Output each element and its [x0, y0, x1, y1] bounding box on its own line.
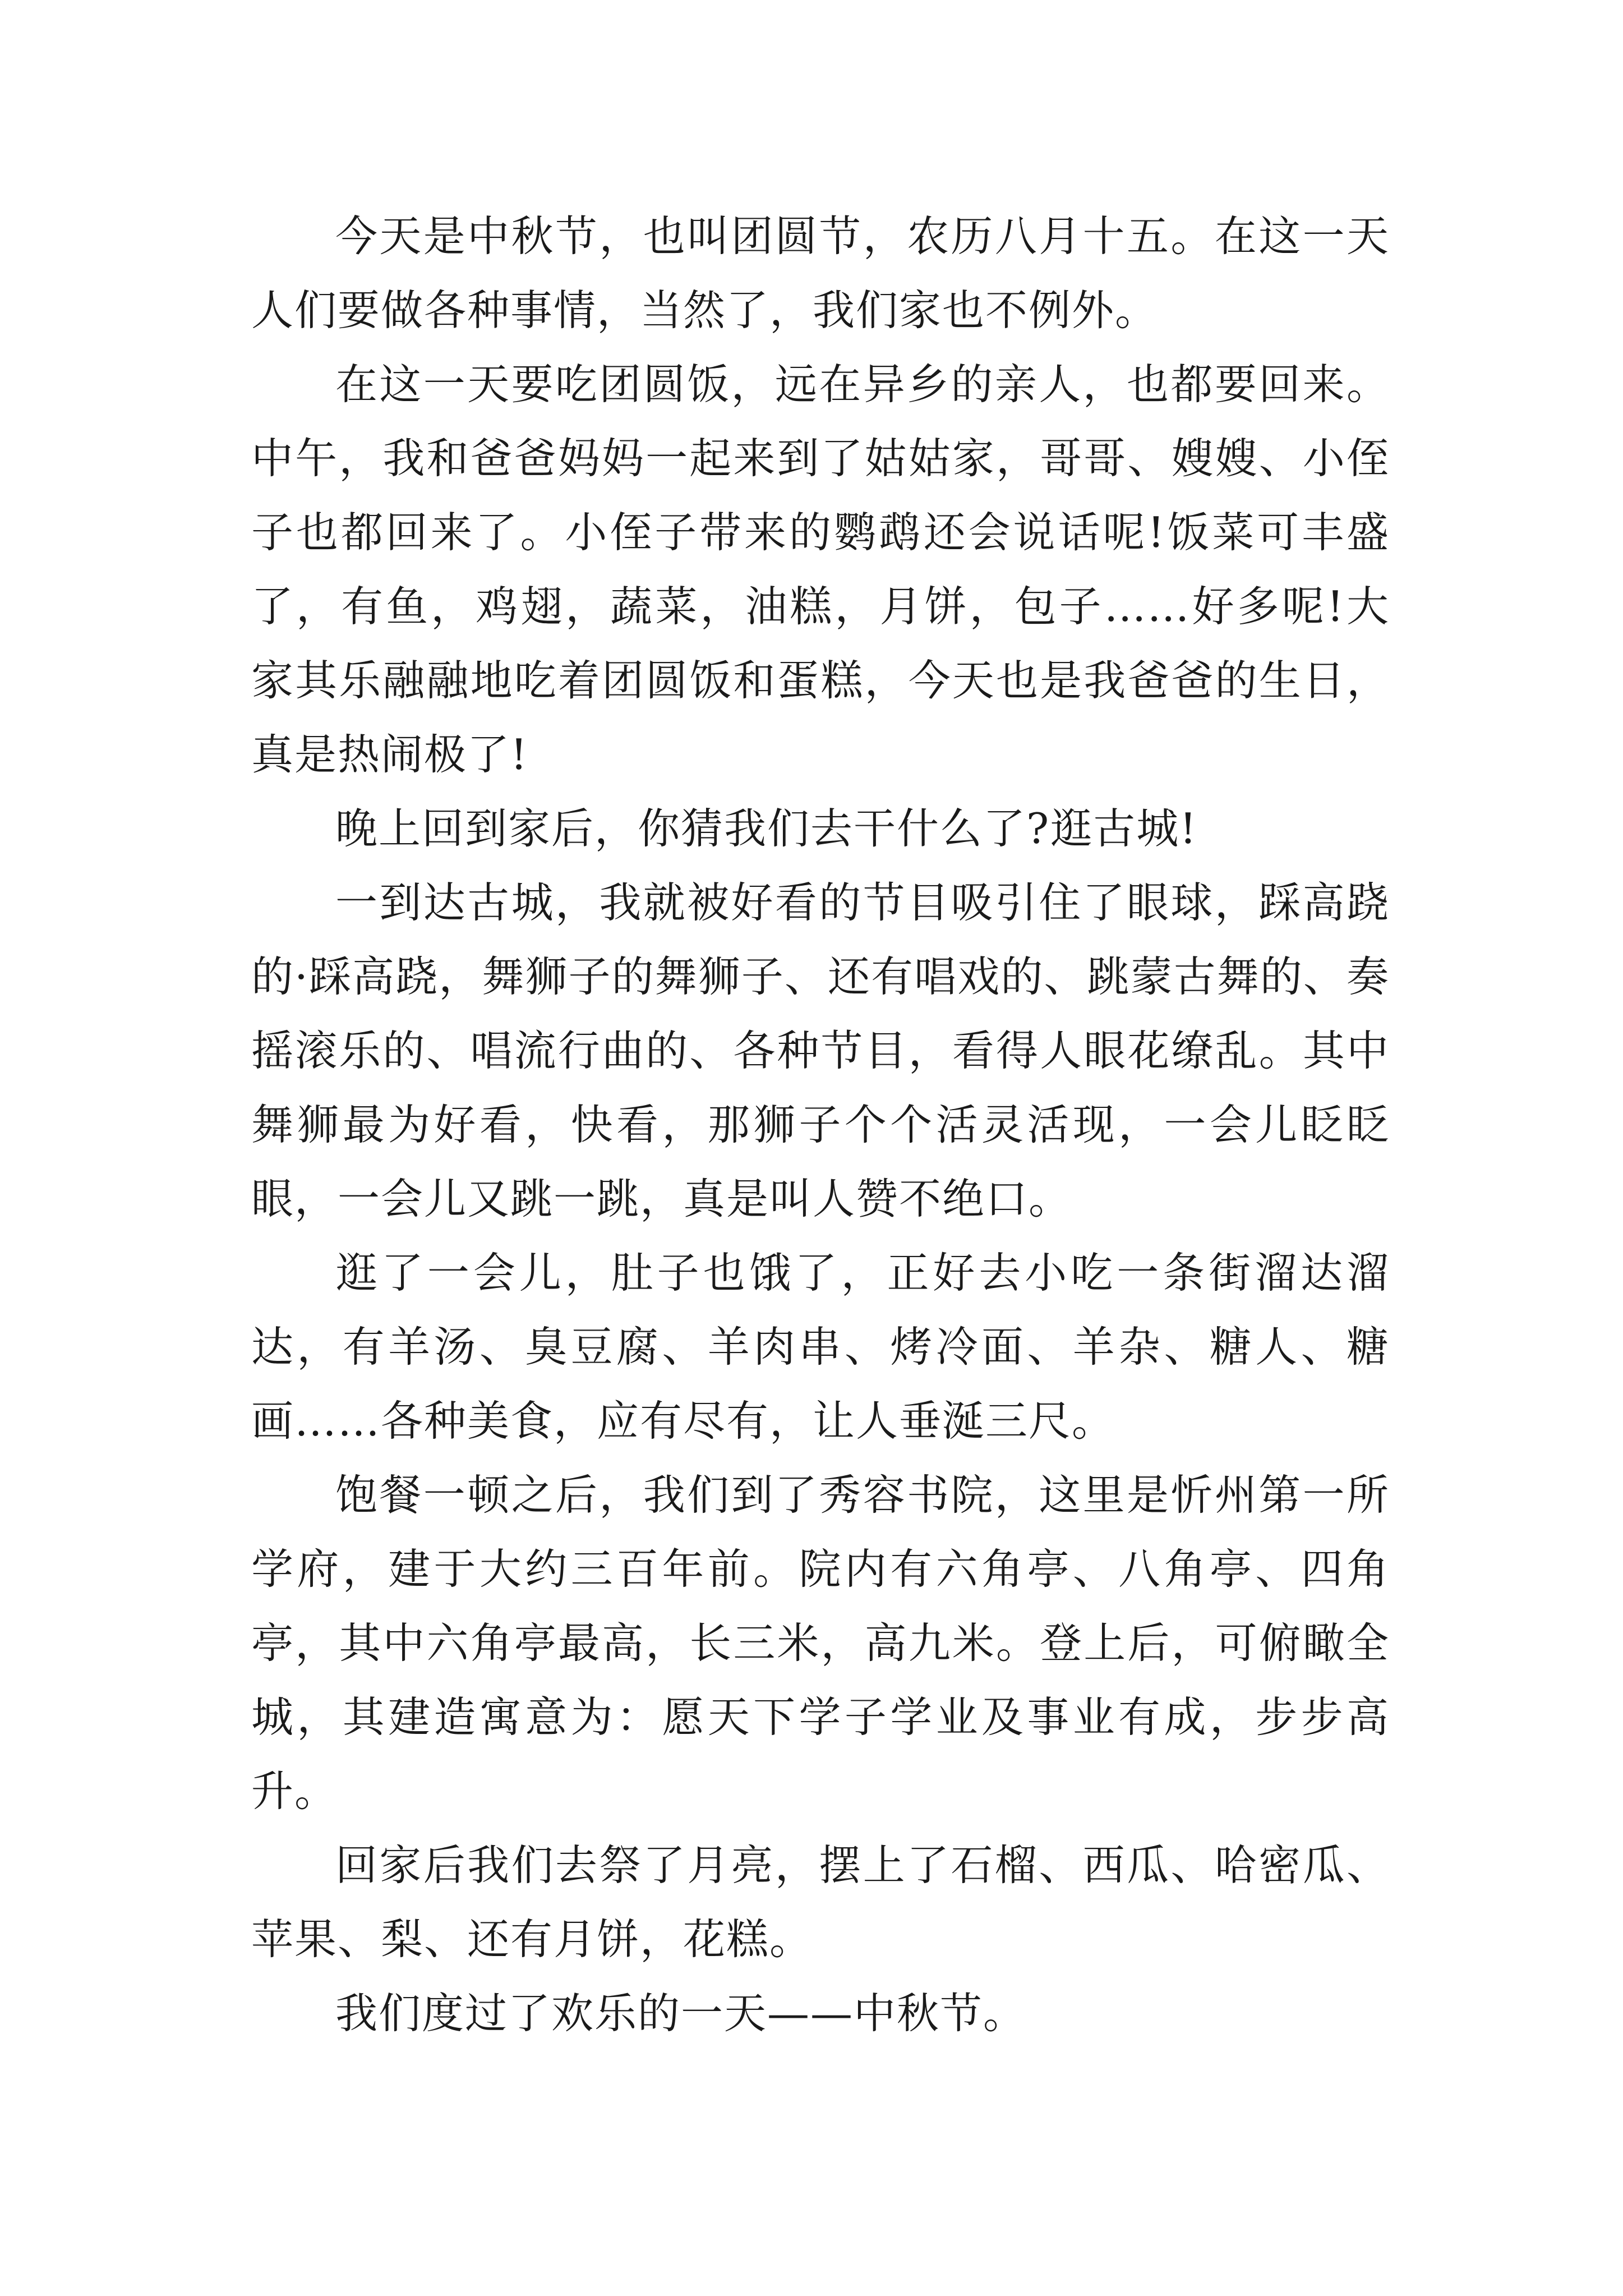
paragraph-6: 饱餐一顿之后，我们到了秀容书院，这里是忻州第一所学府，建于大约三百年前。院内有六角亭、八角亭、四角亭，其中六角亭最高，长三米，高九米。登上后，可俯瞰全城，其建造寓意为：愿天下学子学业及事业有成，步步高升。 [251, 1470, 1390, 1816]
paragraph-4: 一到达古城，我就被好看的节目吸引住了眼球，踩高跷的·踩高跷，舞狮子的舞狮子、还有唱戏的、跳蒙古舞的、奏摇滚乐的、唱流行曲的、各种节目，看得人眼花缭乱。其中舞狮最为好看，快看，那狮子个个活灵活现，一会儿眨眨眼，一会儿又跳一跳，真是叫人赞不绝口。 [251, 878, 1390, 1223]
paragraph-1: 今天是中秋节，也叫团圆节，农历八月十五。在这一天人们要做各种事情，当然了，我们家也不例外。 [251, 211, 1390, 335]
paragraph-8: 我们度过了欢乐的一天——中秋节。 [335, 1989, 1027, 2038]
paragraph-5: 逛了一会儿，肚子也饿了，正好去小吃一条街溜达溜达，有羊汤、臭豆腐、羊肉串、烤冷面、羊杂、糖人、糖画……各种美食，应有尽有，让人垂涎三尺。 [251, 1248, 1390, 1446]
essay-body [251, 199, 1390, 2050]
paragraph-7: 回家后我们去祭了月亮，摆上了石榴、西瓜、哈密瓜、苹果、梨、还有月饼，花糕。 [251, 1841, 1390, 1964]
paragraph-2: 在这一天要吃团圆饭，远在异乡的亲人，也都要回来。中午，我和爸爸妈妈一起来到了姑姑家，哥哥、嫂嫂、小侄子也都回来了。小侄子带来的鹦鹉还会说话呢!饭菜可丰盛了，有鱼，鸡翅，蔬菜，油糕，月饼，包子……好多呢!大家其乐融融地吃着团圆饭和蛋糕，今天也是我爸爸的生日，真是热闹极了! [251, 360, 1390, 779]
paragraph-3: 晚上回到家后，你猜我们去干什么了?逛古城! [335, 804, 1198, 853]
